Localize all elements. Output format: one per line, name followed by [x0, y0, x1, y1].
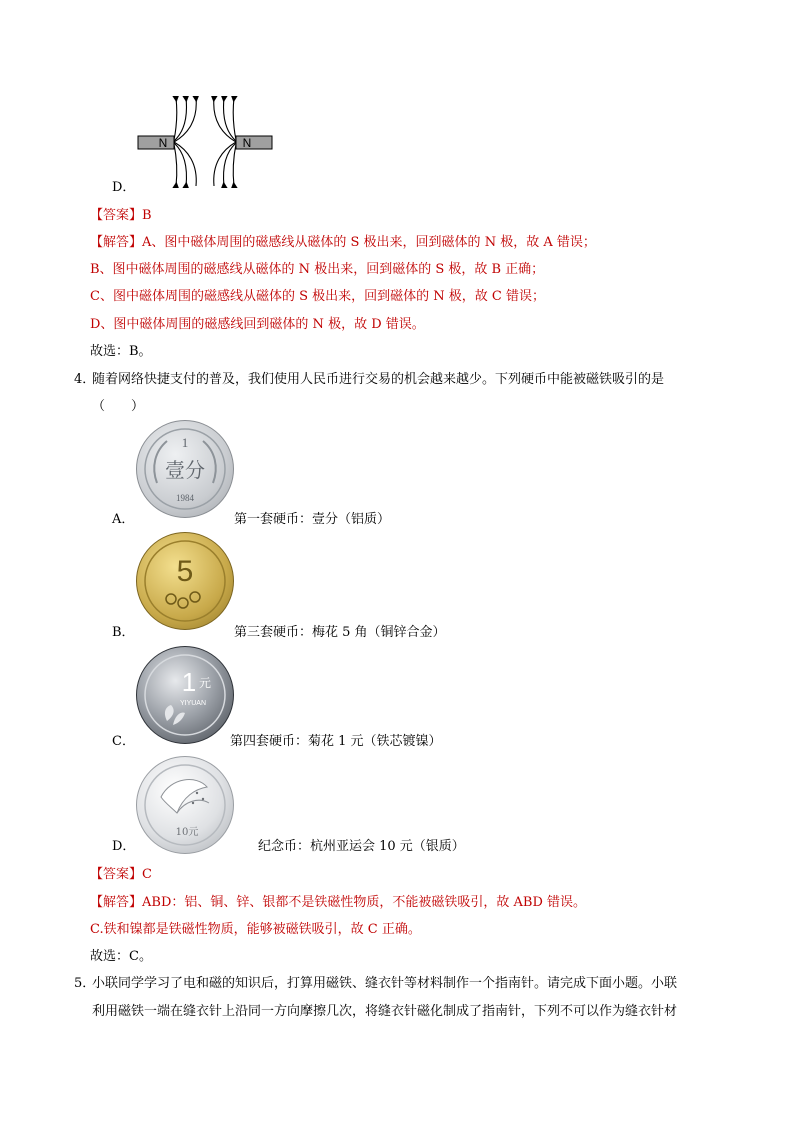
field-lines-right [214, 98, 236, 186]
coin-asian-games-10yuan-icon [136, 756, 234, 854]
q4-answer: 【答案】C [90, 867, 152, 882]
right-magnet-body [236, 136, 272, 149]
q3-analysis-b: B、图中磁体周围的磁感线从磁体的 N 极出来，回到磁体的 S 极，故 B 正确； [90, 262, 545, 277]
q4-option-a-caption: 第一套硬币：壹分（铝质） [234, 512, 391, 527]
coin-aluminum-1fen-icon [136, 420, 234, 518]
q4-analysis-c: C.铁和镍都是铁磁性物质，能够被磁铁吸引，故 C 正确。 [90, 922, 421, 937]
q4-blank: （ ） [92, 399, 145, 414]
q3-option-d-marker: D． [112, 180, 136, 195]
left-magnet-label: N [158, 136, 168, 150]
q3-analysis-d: D、图中磁体周围的磁感线回到磁体的 N 极，故 D 错误。 [90, 317, 425, 332]
field-lines-left [174, 98, 196, 186]
q4-option-d-marker: D． [112, 839, 136, 854]
coin-chrysanthemum-1yuan-icon [136, 646, 234, 744]
coin-c-text: 元 [198, 676, 212, 690]
q5-number: 5． [74, 976, 96, 991]
q3-answer: 【答案】B [90, 208, 152, 223]
q4-option-c-marker: C． [112, 734, 135, 749]
coin-c-value: 1 [181, 667, 197, 697]
coin-a-year: 1984 [176, 493, 194, 503]
right-magnet-label: N [242, 136, 252, 150]
q4-option-b-marker: B． [112, 625, 135, 640]
coin-plum-5jiao-icon [136, 532, 234, 630]
coin-d-value: 10元 [175, 827, 199, 838]
q4-option-c-caption: 第四套硬币：菊花 1 元（铁芯镀镍） [230, 734, 442, 749]
magnetic-field-figure-d [136, 96, 276, 188]
coin-c-sub: YIYUAN [179, 700, 207, 707]
left-magnet-body [138, 136, 174, 149]
q3-analysis-a: 【解答】A、图中磁体周围的磁感线从磁体的 S 极出来，回到磁体的 N 极，故 A 错误； [90, 235, 596, 250]
q4-option-d-caption: 纪念币：杭州亚运会 10 元（银质） [258, 839, 465, 854]
coin-b-value: 5 [176, 555, 194, 588]
q4-number: 4． [74, 372, 96, 387]
q4-stem: 随着网络快捷支付的普及，我们使用人民币进行交易的机会越来越少。下列硬币中能被磁铁吸引的是 [92, 372, 665, 387]
coin-a-value: 1 [181, 435, 189, 450]
q4-analysis-abd: 【解答】ABD：铝、铜、锌、银都不是铁磁性物质，不能被磁铁吸引，故 ABD 错误。 [90, 895, 586, 910]
q4-option-a-marker: A． [112, 512, 135, 527]
q3-analysis-c: C、图中磁体周围的磁感线从磁体的 S 极出来，回到磁体的 N 极，故 C 错误； [90, 289, 545, 304]
q3-conclusion: 故选：B。 [90, 344, 152, 359]
q4-option-b-caption: 第三套硬币：梅花 5 角（铜锌合金） [234, 625, 446, 640]
q5-stem-line1: 小联同学学习了电和磁的知识后，打算用磁铁、缝衣针等材料制作一个指南针。请完成下面小题。小联 [92, 976, 678, 991]
q5-stem-line2: 利用磁铁一端在缝衣针上沿同一方向摩擦几次，将缝衣针磁化制成了指南针，下列不可以作为缝衣针材 [92, 1004, 678, 1019]
q4-conclusion: 故选：C。 [90, 949, 152, 964]
coin-a-text: 壹分 [165, 458, 205, 482]
